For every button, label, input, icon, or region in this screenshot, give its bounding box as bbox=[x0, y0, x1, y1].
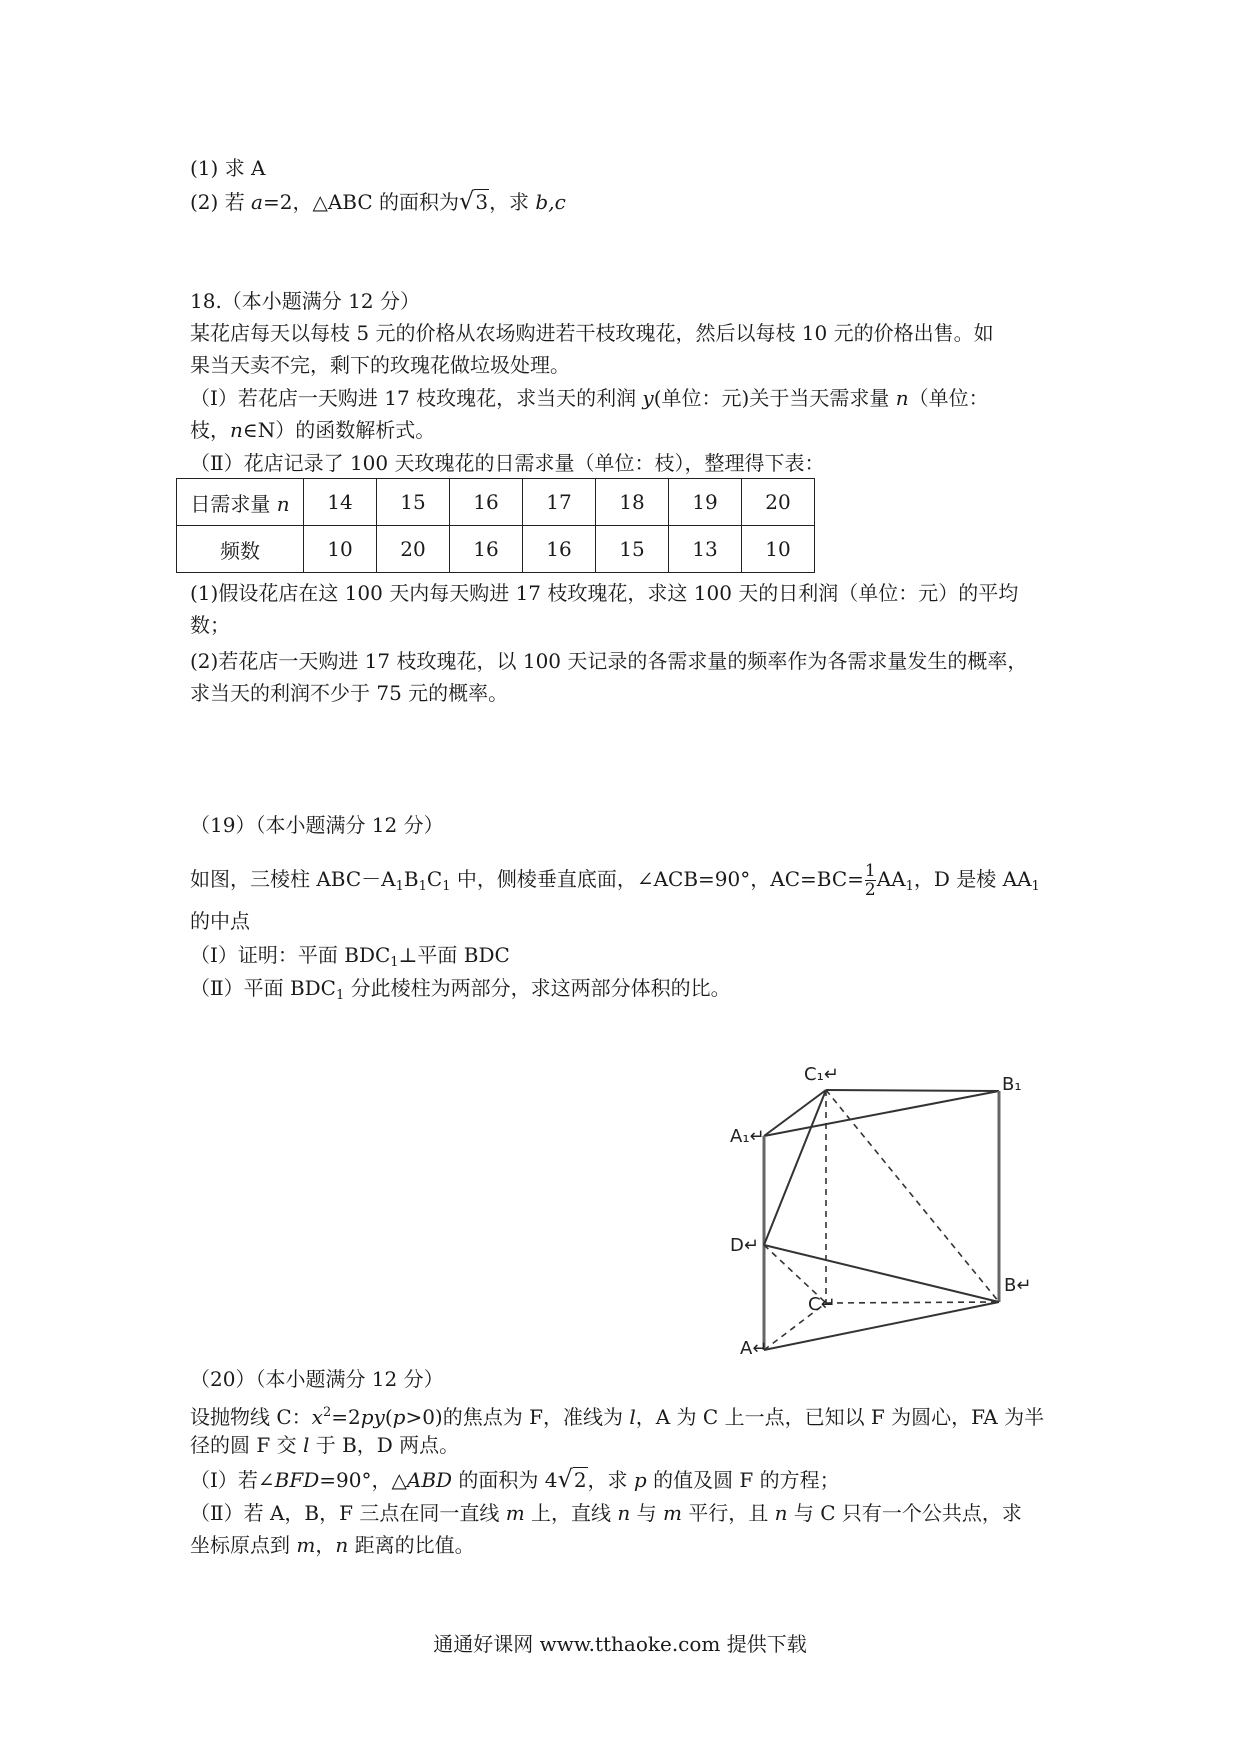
q18-part2-line: （Ⅱ）花店记录了 100 天玫瑰花的日需求量（单位：枝），整理得下表： bbox=[190, 451, 825, 475]
frequency-cell: 15 bbox=[596, 526, 669, 573]
q18-part1-line2: 枝，n∈N）的函数解析式。 bbox=[190, 418, 436, 442]
edge-a-b bbox=[764, 1302, 999, 1350]
table-row bbox=[177, 526, 815, 573]
hidden-edge-c-b bbox=[826, 1302, 999, 1303]
demand-cell: 20 bbox=[742, 479, 815, 526]
q18-sub2-line1: (2)若花店一天购进 17 枝玫瑰花，以 100 天记录的各需求量的频率作为各需求量发生的概率， bbox=[190, 649, 1028, 673]
frequency-cell: 13 bbox=[669, 526, 742, 573]
q18-heading: 18.（本小题满分 12 分） bbox=[190, 289, 420, 313]
edge-d-b bbox=[764, 1245, 999, 1302]
label-d: D↵ bbox=[730, 1235, 759, 1256]
label-a1: A₁↵ bbox=[730, 1126, 765, 1147]
label-c: C↵ bbox=[808, 1294, 836, 1315]
q18-sub1-line2: 数； bbox=[190, 613, 230, 637]
hidden-edge-c1-b bbox=[826, 1090, 999, 1302]
demand-cell: 15 bbox=[377, 479, 450, 526]
q19-part2: （Ⅱ）平面 $BDC_1$ 分此棱柱为两部分，求这两部分体积的比。 bbox=[190, 976, 731, 1003]
edge-a1-b1 bbox=[764, 1091, 999, 1136]
q19-statement-line2: 的中点 bbox=[190, 909, 250, 933]
q20-line1: 设抛物线 C：$x^2=2py(p>0)$的焦点为 F，准线为 l，A 为 C 上一点，已知以 F 为圆心，FA 为半 bbox=[190, 1405, 1045, 1429]
q18-part1-line1: （Ⅰ）若花店一天购进 17 枝玫瑰花，求当天的利润 y(单位：元)关于当天需求量 n（单位： bbox=[190, 386, 989, 410]
q18-intro-line2: 果当天卖不完，剩下的玫瑰花做垃圾处理。 bbox=[190, 353, 570, 377]
frequency-cell: 16 bbox=[523, 526, 596, 573]
frequency-cell: 20 bbox=[377, 526, 450, 573]
q18-sub1-line1: (1)假设花店在这 100 天内每天购进 17 枝玫瑰花，求这 100 天的日利润（单位：元）的平均 bbox=[190, 581, 1019, 605]
label-b: B↵ bbox=[1004, 1275, 1032, 1296]
demand-cell: 14 bbox=[304, 479, 377, 526]
q20-part1: （Ⅰ）若∠BFD=90°，△ABD 的面积为 4√2，求 p 的值及圆 F 的方程； bbox=[190, 1465, 840, 1493]
q20-part2-line1: （Ⅱ）若 A，B，F 三点在同一直线 m 上，直线 n 与 m 平行，且 n 与 C 只有一个公共点，求 bbox=[190, 1501, 1022, 1525]
frequency-cell: 10 bbox=[304, 526, 377, 573]
page-footer: 通通好课网 www.tthaoke.com 提供下载 bbox=[433, 1632, 807, 1656]
demand-header-cell: 日需求量 n bbox=[177, 479, 304, 526]
demand-cell: 17 bbox=[523, 479, 596, 526]
demand-frequency-table bbox=[176, 478, 815, 573]
q17-part1: (1) 求 A bbox=[190, 156, 266, 180]
label-c1: C₁↵ bbox=[804, 1064, 839, 1085]
q20-line2: 径的圆 F 交 l 于 B，D 两点。 bbox=[190, 1433, 460, 1457]
demand-cell: 16 bbox=[450, 479, 523, 526]
triangular-prism-figure bbox=[716, 1058, 1046, 1358]
demand-cell: 18 bbox=[596, 479, 669, 526]
label-a: A↵ bbox=[740, 1338, 768, 1358]
edge-c1-b1 bbox=[826, 1090, 999, 1091]
q20-heading: （20）（本小题满分 12 分） bbox=[190, 1367, 444, 1391]
fraction-one-half: $\frac{1}{2}$ bbox=[864, 861, 876, 900]
frequency-cell: 10 bbox=[742, 526, 815, 573]
sqrt-2: √2 bbox=[557, 1465, 587, 1493]
table-row bbox=[177, 479, 815, 526]
sqrt-3: √3 bbox=[459, 187, 489, 215]
q20-part2-line2: 坐标原点到 m，n 距离的比值。 bbox=[190, 1533, 475, 1557]
frequency-header-cell: 频数 bbox=[177, 526, 304, 573]
label-b1: B₁ bbox=[1002, 1074, 1022, 1095]
q19-heading: （19）（本小题满分 12 分） bbox=[190, 813, 444, 837]
q18-sub2-line2: 求当天的利润不少于 75 元的概率。 bbox=[190, 681, 509, 705]
frequency-cell: 16 bbox=[450, 526, 523, 573]
q19-part1: （Ⅰ）证明：平面 $BDC_1\perp$平面 BDC bbox=[190, 943, 510, 970]
q17-part2: (2) 若 a=2，△ABC 的面积为√3，求 b,c bbox=[190, 187, 566, 215]
q18-intro-line1: 某花店每天以每枝 5 元的价格从农场购进若干枝玫瑰花，然后以每枝 10 元的价格出售。如 bbox=[190, 321, 994, 345]
q19-statement-line1: 如图，三棱柱 $ABC-A_1B_1C_1$ 中，侧棱垂直底面，∠ACB=90°，AC=BC= $\frac{1}{2}$ $AA_1$，D 是棱 $AA_1$ bbox=[190, 861, 1040, 900]
demand-cell: 19 bbox=[669, 479, 742, 526]
